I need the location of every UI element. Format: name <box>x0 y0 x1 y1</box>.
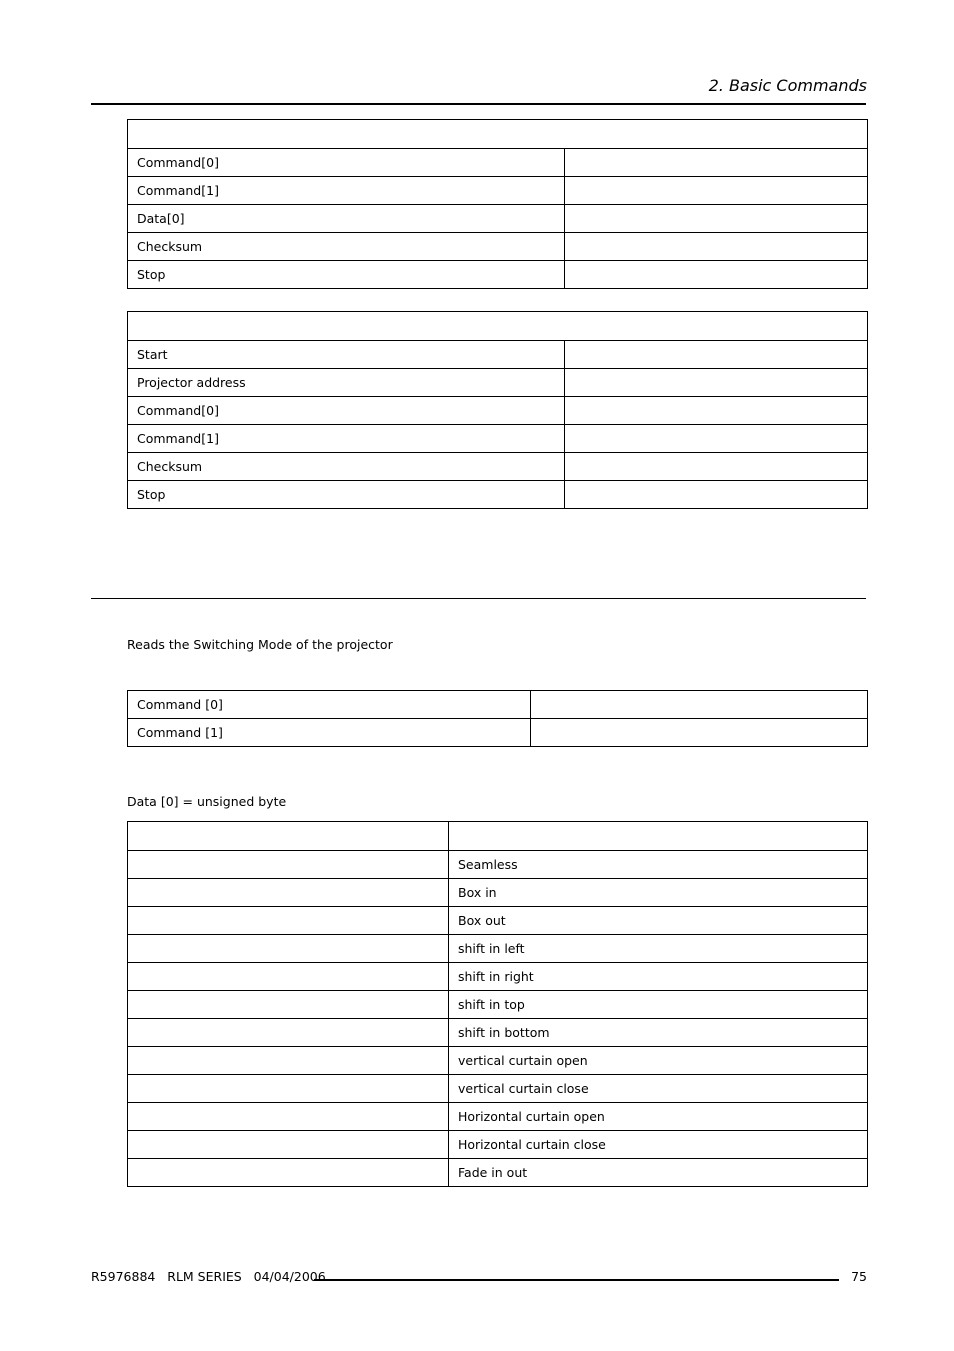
row-label: Command[1] <box>128 177 565 205</box>
row-value <box>128 935 449 963</box>
row-label: Data[0] <box>128 205 565 233</box>
row-value <box>565 453 868 481</box>
row-mode: Fade in out <box>449 1159 868 1187</box>
row-value <box>128 1019 449 1047</box>
row-value <box>565 425 868 453</box>
table-row <box>128 719 868 747</box>
row-mode: shift in right <box>449 963 868 991</box>
switching-mode-table <box>127 821 868 1187</box>
table-row <box>128 963 868 991</box>
table-header-row <box>128 312 868 341</box>
section-description: Reads the Switching Mode of the projector <box>127 637 393 652</box>
table-row <box>128 1103 868 1131</box>
table-row <box>128 851 868 879</box>
table-row <box>128 369 868 397</box>
footer-doc-ref: R5976884 RLM SERIES 04/04/2006 <box>91 1269 326 1284</box>
table-row <box>128 233 868 261</box>
row-value <box>565 149 868 177</box>
row-value <box>128 1075 449 1103</box>
row-value <box>128 851 449 879</box>
command-table-3 <box>127 690 868 747</box>
table-row <box>128 907 868 935</box>
table-row <box>128 425 868 453</box>
row-mode: Horizontal curtain open <box>449 1103 868 1131</box>
row-mode: Box out <box>449 907 868 935</box>
table-row <box>128 1019 868 1047</box>
row-value <box>565 397 868 425</box>
row-value <box>565 341 868 369</box>
table-row <box>128 879 868 907</box>
row-value <box>531 691 868 719</box>
row-label: Stop <box>128 261 565 289</box>
row-mode: shift in bottom <box>449 1019 868 1047</box>
table-row <box>128 691 868 719</box>
row-value <box>128 1047 449 1075</box>
row-mode: vertical curtain close <box>449 1075 868 1103</box>
page-header-title: 2. Basic Commands <box>708 76 867 95</box>
footer-rule <box>314 1279 839 1281</box>
table-header-row <box>128 120 868 149</box>
row-value <box>531 719 868 747</box>
table-row <box>128 935 868 963</box>
table-row <box>128 149 868 177</box>
row-value <box>128 1159 449 1187</box>
table-row <box>128 453 868 481</box>
row-mode: Horizontal curtain close <box>449 1131 868 1159</box>
row-value <box>128 991 449 1019</box>
row-value <box>128 963 449 991</box>
table-row <box>128 397 868 425</box>
row-value <box>128 1103 449 1131</box>
row-value <box>565 481 868 509</box>
row-value <box>565 233 868 261</box>
row-mode: shift in left <box>449 935 868 963</box>
table-row <box>128 481 868 509</box>
command-table-1 <box>127 119 868 289</box>
table-row <box>128 261 868 289</box>
row-label: Command[0] <box>128 149 565 177</box>
table-header-cell <box>128 312 868 341</box>
row-value <box>128 1131 449 1159</box>
row-label: Command[0] <box>128 397 565 425</box>
row-mode: shift in top <box>449 991 868 1019</box>
table-row <box>128 1075 868 1103</box>
row-value <box>565 369 868 397</box>
footer-page-number: 75 <box>851 1269 867 1284</box>
row-value <box>565 261 868 289</box>
row-value <box>565 177 868 205</box>
table-header-cell <box>128 120 868 149</box>
table-row <box>128 1047 868 1075</box>
row-label: Checksum <box>128 453 565 481</box>
table-row <box>128 991 868 1019</box>
row-label: Command [1] <box>128 719 531 747</box>
table-header-row <box>128 822 868 851</box>
row-mode: Seamless <box>449 851 868 879</box>
header-rule <box>91 103 866 105</box>
table-row <box>128 205 868 233</box>
row-value <box>565 205 868 233</box>
row-value <box>128 907 449 935</box>
row-label: Checksum <box>128 233 565 261</box>
table-header-cell <box>128 822 449 851</box>
row-label: Command [0] <box>128 691 531 719</box>
row-label: Start <box>128 341 565 369</box>
table-row <box>128 1159 868 1187</box>
row-mode: Box in <box>449 879 868 907</box>
section-rule <box>91 598 866 599</box>
table-header-cell <box>449 822 868 851</box>
row-label: Projector address <box>128 369 565 397</box>
row-label: Command[1] <box>128 425 565 453</box>
table-row <box>128 1131 868 1159</box>
row-label: Stop <box>128 481 565 509</box>
table-row <box>128 177 868 205</box>
command-table-2 <box>127 311 868 509</box>
data-note: Data [0] = unsigned byte <box>127 794 287 809</box>
table-row <box>128 341 868 369</box>
row-mode: vertical curtain open <box>449 1047 868 1075</box>
row-value <box>128 879 449 907</box>
